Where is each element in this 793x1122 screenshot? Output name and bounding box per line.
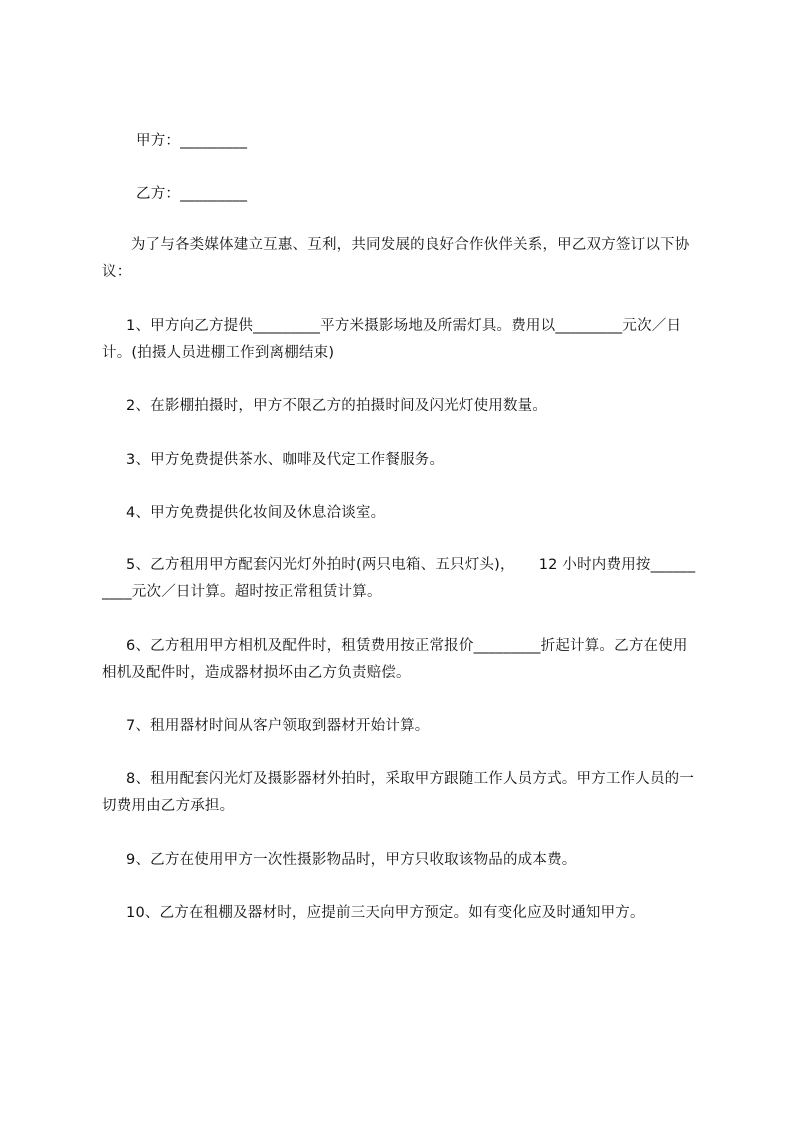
- clause-7: 7、租用器材时间从客户领取到器材开始计算。: [102, 718, 430, 734]
- clause-9: 9、乙方在使用甲方一次性摄影物品时，甲方只收取该物品的成本费。: [102, 852, 577, 868]
- clause-2: 2、在影棚拍摄时，甲方不限乙方的拍摄时间及闪光灯使用数量。: [102, 398, 548, 414]
- clause-5: 5、乙方租用甲方配套闪光灯外拍时(两只电箱、五只灯头)， 12 小时内费用按__________元次／日计算。超时按正常租赁计算。: [102, 557, 696, 600]
- clause-8: 8、租用配套闪光灯及摄影器材外拍时，采取甲方跟随工作人员方式。甲方工作人员的一切费用由乙方承担。: [102, 771, 695, 814]
- clause-1: 1、甲方向乙方提供_________平方米摄影场地及所需灯具。费用以_________元次／日计。(拍摄人员进棚工作到离棚结束): [102, 318, 682, 361]
- intro-paragraph: 为了与各类媒体建立互惠、互利，共同发展的良好合作伙伴关系，甲乙双方签订以下协议：: [102, 237, 690, 280]
- party-a-line: 甲方：_________: [136, 133, 248, 149]
- party-b-line: 乙方：_________: [136, 186, 248, 202]
- clause-4: 4、甲方免费提供化妆间及休息洽谈室。: [102, 505, 386, 521]
- clause-10: 10、乙方在租棚及器材时，应提前三天向甲方预定。如有变化应及时通知甲方。: [102, 905, 645, 921]
- clause-6: 6、乙方租用甲方相机及配件时，租赁费用按正常报价_________折起计算。乙方在使用相机及配件时，造成器材损坏由乙方负责赔偿。: [102, 638, 688, 681]
- clause-3: 3、甲方免费提供茶水、咖啡及代定工作餐服务。: [102, 452, 445, 468]
